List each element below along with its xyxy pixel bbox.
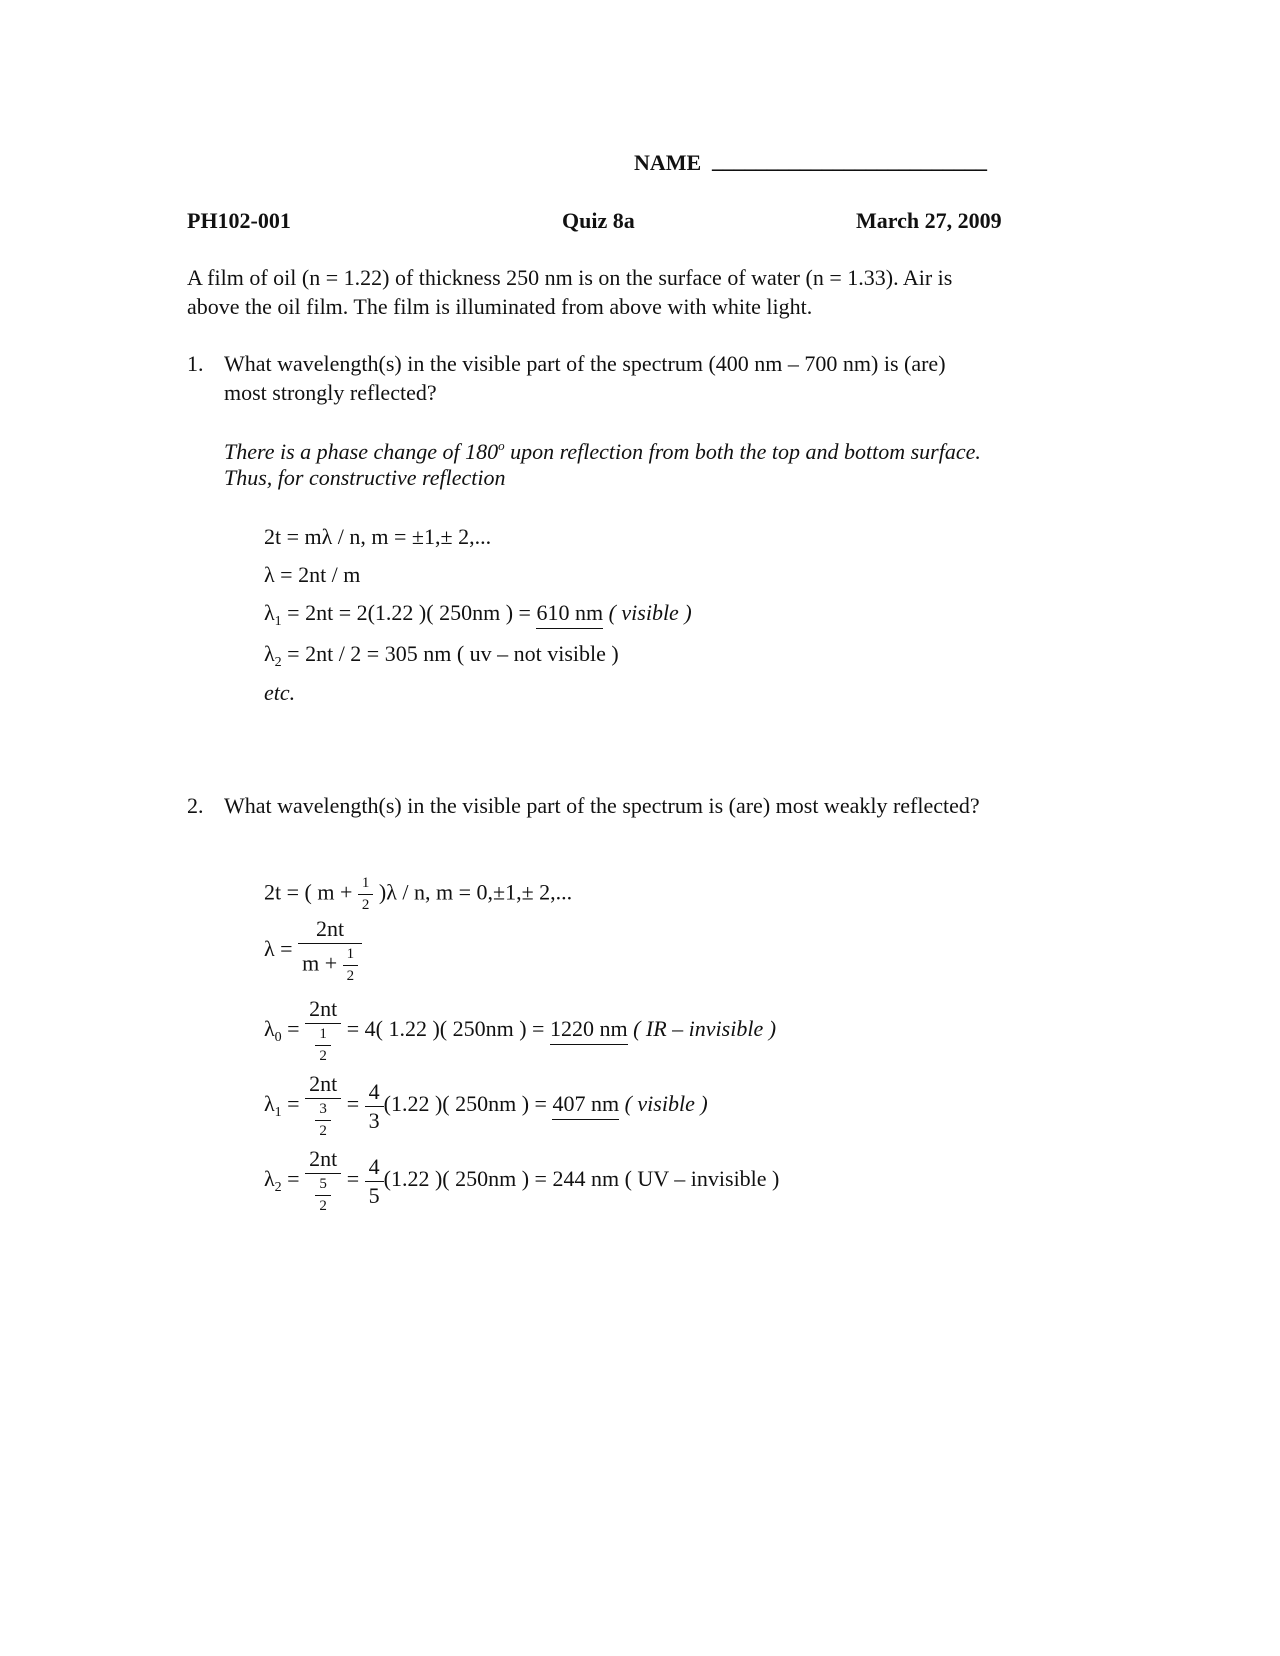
q1-answer-line-2: Thus, for constructive reflection (224, 465, 506, 490)
q2-equation-4: $\lambda_1$ = $\frac{2nt}{\frac{3}{2}}$ = $\frac{4}{3}$ (1.22 )( 250nm ) = 407 nm ( visible ) (264, 1071, 708, 1139)
q1-equation-1: 2t = mλ / n, m = ±1,± 2,... (264, 524, 492, 549)
q1-number: 1. (187, 351, 204, 376)
q1-equation-2: λ = 2nt / m (264, 562, 361, 587)
q2-answer-1220: 1220 nm (550, 1016, 628, 1045)
q2-number: 2. (187, 793, 204, 818)
q1-equation-3: $\lambda_1 = 2nt = 2(1.22$ )( 250nm ) = 610 nm ( visible ) (264, 600, 692, 629)
q1-answer-line-1: There is a phase change of 180$^o$ upon reflection from both the top and bottom surface. (224, 438, 981, 464)
q1-question-line-2: most strongly reflected? (224, 380, 437, 405)
name-blank-line[interactable]: _________________________ (712, 148, 987, 173)
q2-equation-1: 2t = ( m + $\frac{1}{2}$ )λ / n, m = 0,±1,± 2,... (264, 875, 573, 913)
intro-line-1: A film of oil (n = 1.22) of thickness 250 nm is on the surface of water (n = 1.33). Air is (187, 265, 953, 290)
quiz-date: March 27, 2009 (856, 208, 1002, 233)
quiz-title: Quiz 8a (562, 208, 635, 233)
q2-question: What wavelength(s) in the visible part of the spectrum is (are) most weakly reflected? (224, 793, 980, 818)
name-label: NAME (634, 150, 702, 175)
q2-equation-2: λ = 2nt m + $\frac{1}{2}$ (264, 918, 362, 984)
q1-etc: etc. (264, 680, 296, 705)
intro-line-2: above the oil film. The film is illuminated from above with white light. (187, 294, 813, 319)
q2-equation-5: $\lambda_2$ = $\frac{2nt}{\frac{5}{2}}$ = $\frac{4}{5}$ (1.22 )( 250nm ) = 244 nm ( UV – invisible ) (264, 1146, 780, 1214)
q1-question-line-1: What wavelength(s) in the visible part of the spectrum (400 nm – 700 nm) is (are) (224, 351, 946, 376)
q1-answer-610: 610 nm (536, 600, 603, 629)
q2-equation-3: $\lambda_0$ = $\frac{2nt}{\frac{1}{2}}$ = 4( 1.22 )( 250nm ) = 1220 nm ( IR – invisible ) (264, 996, 777, 1064)
course-code: PH102-001 (187, 208, 291, 233)
q2-answer-407: 407 nm (552, 1091, 619, 1120)
q1-equation-4: $\lambda_2 = 2nt / 2 = 305$ nm ( uv – not visible ) (264, 641, 619, 670)
